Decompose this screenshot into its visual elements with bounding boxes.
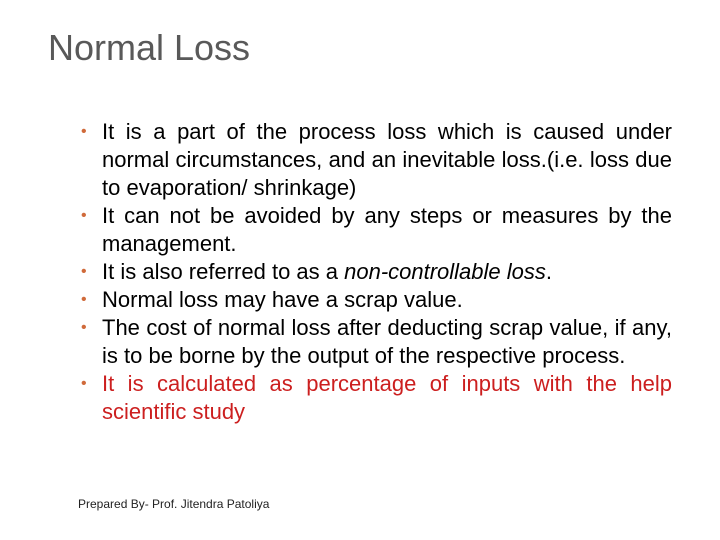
bullet-icon: • <box>81 207 87 224</box>
bullet-list <box>78 118 672 426</box>
bullet-item-highlighted <box>78 370 672 426</box>
bullet-item <box>78 202 672 258</box>
footer-credit: Prepared By- Prof. Jitendra Patoliya <box>78 497 270 511</box>
bullet-item <box>78 118 672 202</box>
bullet-icon: • <box>81 291 87 308</box>
bullet-text: It is calculated as percentage of inputs with the help scientific study <box>102 371 672 424</box>
bullet-item <box>78 258 672 286</box>
bullet-icon: • <box>81 123 87 140</box>
bullet-text: Normal loss may have a scrap value. <box>102 287 463 312</box>
bullet-text: The cost of normal loss after deducting scrap value, if any, is to be borne by the output of the respective process. <box>102 315 672 368</box>
bullet-text: It is a part of the process loss which is caused under normal circumstances, and an inevitable loss.(i.e. loss due to evaporation/ shrinkage) <box>102 119 672 200</box>
bullet-item <box>78 314 672 370</box>
bullet-emphasis: non-controllable loss <box>344 259 546 284</box>
bullet-text: It can not be avoided by any steps or measures by the management. <box>102 203 672 256</box>
bullet-text: It is also referred to as a <box>102 259 345 284</box>
bullet-text-end: . <box>545 259 553 284</box>
bullet-item <box>78 286 672 314</box>
bullet-icon: • <box>81 263 87 280</box>
slide-title: Normal Loss <box>48 27 251 68</box>
bullet-icon: • <box>81 319 87 336</box>
bullet-icon: • <box>81 375 87 392</box>
